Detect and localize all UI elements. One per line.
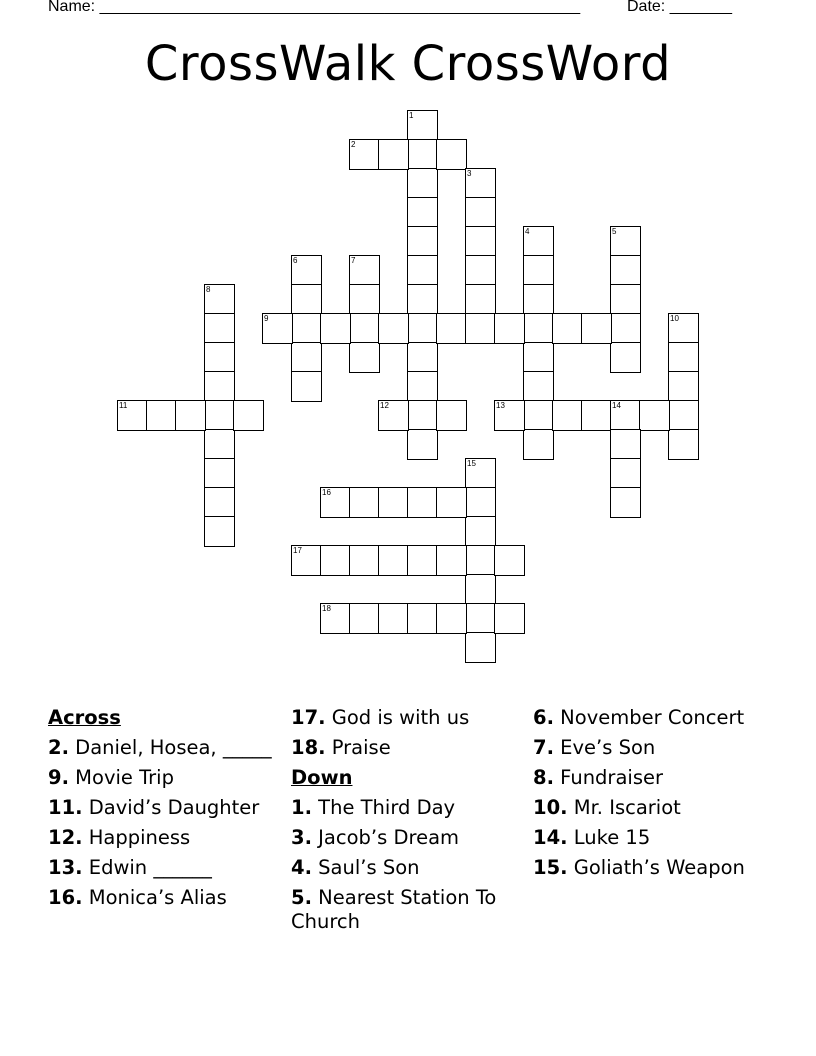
clue-number: 10. — [533, 796, 568, 819]
grid-cell[interactable] — [204, 313, 235, 344]
grid-cell[interactable] — [494, 400, 525, 431]
grid-cell[interactable] — [465, 603, 496, 634]
grid-cell[interactable] — [378, 400, 409, 431]
cell-number: 8 — [206, 285, 211, 294]
grid-cell[interactable] — [523, 342, 554, 373]
grid-cell[interactable] — [349, 545, 380, 576]
clue-number: 6. — [533, 706, 554, 729]
grid-cell[interactable] — [610, 255, 641, 286]
grid-cell[interactable] — [204, 342, 235, 373]
cell-number: 3 — [467, 169, 472, 178]
grid-cell[interactable] — [465, 226, 496, 257]
clue-text: Mr. Iscariot — [567, 796, 681, 819]
cell-number: 12 — [380, 401, 389, 410]
cell-number: 4 — [525, 227, 530, 236]
clue-text: David’s Daughter — [82, 796, 260, 819]
clue-text: November Concert — [553, 706, 745, 729]
grid-cell[interactable] — [668, 400, 699, 431]
grid-cell[interactable] — [291, 371, 322, 402]
down-clue — [291, 823, 521, 853]
across-clue — [291, 733, 521, 763]
grid-cell[interactable] — [378, 545, 409, 576]
grid-cell[interactable] — [407, 168, 438, 199]
cell-number: 2 — [351, 140, 356, 149]
across-clue — [48, 793, 278, 823]
grid-cell[interactable] — [175, 400, 206, 431]
grid-cell[interactable] — [407, 487, 438, 518]
clue-text: God is with us — [325, 706, 470, 729]
clue-number: 18. — [291, 736, 326, 759]
name-field-label: Name: ______________________________________________________ — [48, 0, 581, 15]
down-clue — [291, 853, 521, 883]
grid-cell[interactable] — [465, 632, 496, 663]
clue-number: 12. — [48, 826, 83, 849]
cell-number: 5 — [612, 227, 617, 236]
grid-cell[interactable] — [407, 255, 438, 286]
grid-cell[interactable] — [523, 284, 554, 315]
grid-cell[interactable] — [610, 342, 641, 373]
grid-cell[interactable] — [610, 284, 641, 315]
clue-number: 2. — [48, 736, 69, 759]
grid-cell[interactable] — [407, 284, 438, 315]
grid-cell[interactable] — [436, 545, 467, 576]
cell-number: 6 — [293, 256, 298, 265]
cell-number: 14 — [612, 401, 621, 410]
clue-text: Luke 15 — [567, 826, 651, 849]
clue-number: 17. — [291, 706, 326, 729]
grid-cell[interactable] — [436, 400, 467, 431]
grid-cell[interactable] — [668, 313, 699, 344]
clue-text: The Third Day — [311, 796, 456, 819]
grid-cell[interactable] — [581, 313, 612, 344]
cell-number: 13 — [496, 401, 505, 410]
clue-number: 11. — [48, 796, 83, 819]
grid-cell[interactable] — [204, 371, 235, 402]
grid-cell[interactable] — [349, 255, 380, 286]
grid-cell[interactable] — [523, 429, 554, 460]
grid-cell[interactable] — [378, 313, 409, 344]
grid-cell[interactable] — [465, 313, 496, 344]
grid-cell[interactable] — [407, 400, 438, 431]
down-clue — [291, 793, 521, 823]
clue-number: 7. — [533, 736, 554, 759]
clue-text: Eve’s Son — [553, 736, 656, 759]
grid-cell[interactable] — [523, 255, 554, 286]
clue-number: 14. — [533, 826, 568, 849]
clue-text: Edwin ______ — [82, 856, 212, 879]
grid-cell[interactable] — [349, 313, 380, 344]
grid-cell[interactable] — [320, 313, 351, 344]
across-clue — [48, 763, 278, 793]
clue-number: 9. — [48, 766, 69, 789]
down-clue — [533, 703, 773, 733]
grid-cell[interactable] — [523, 313, 554, 344]
grid-cell[interactable] — [436, 313, 467, 344]
grid-cell[interactable] — [668, 371, 699, 402]
grid-cell[interactable] — [204, 400, 235, 431]
clue-text: Jacob’s Dream — [311, 826, 460, 849]
grid-cell[interactable] — [233, 400, 264, 431]
grid-cell[interactable] — [523, 400, 554, 431]
clue-number: 1. — [291, 796, 312, 819]
grid-cell[interactable] — [465, 255, 496, 286]
grid-cell[interactable] — [349, 139, 380, 170]
across-clue — [48, 733, 278, 763]
grid-cell[interactable] — [407, 139, 438, 170]
down-clue — [533, 823, 773, 853]
across-clue — [48, 853, 278, 883]
grid-cell[interactable] — [204, 429, 235, 460]
down-clue — [533, 733, 773, 763]
clue-column-1 — [48, 703, 278, 913]
grid-cell[interactable] — [291, 284, 322, 315]
cell-number: 9 — [264, 314, 269, 323]
clue-text: Fundraiser — [553, 766, 663, 789]
grid-cell[interactable] — [320, 603, 351, 634]
grid-cell[interactable] — [378, 603, 409, 634]
grid-cell[interactable] — [465, 574, 496, 605]
grid-cell[interactable] — [639, 400, 670, 431]
grid-cell[interactable] — [407, 313, 438, 344]
grid-cell[interactable] — [610, 458, 641, 489]
grid-cell[interactable] — [465, 197, 496, 228]
grid-cell[interactable] — [407, 197, 438, 228]
grid-cell[interactable] — [407, 603, 438, 634]
grid-cell[interactable] — [407, 110, 438, 141]
cell-number: 10 — [670, 314, 679, 323]
grid-cell[interactable] — [407, 545, 438, 576]
grid-cell[interactable] — [204, 516, 235, 547]
grid-cell[interactable] — [291, 545, 322, 576]
cell-number: 17 — [293, 546, 302, 555]
down-clue-list-continued — [533, 703, 773, 883]
grid-cell[interactable] — [465, 458, 496, 489]
grid-cell[interactable] — [262, 313, 293, 344]
clue-number: 13. — [48, 856, 83, 879]
grid-cell[interactable] — [610, 487, 641, 518]
grid-cell[interactable] — [581, 400, 612, 431]
grid-cell[interactable] — [204, 487, 235, 518]
across-clue-list — [48, 733, 278, 913]
grid-cell[interactable] — [610, 226, 641, 257]
grid-cell[interactable] — [204, 284, 235, 315]
grid-cell[interactable] — [349, 487, 380, 518]
grid-cell[interactable] — [407, 371, 438, 402]
grid-cell[interactable] — [465, 168, 496, 199]
clue-text: Nearest Station To Church — [291, 886, 497, 933]
page-title: CrossWalk CrossWord — [144, 36, 672, 92]
grid-cell[interactable] — [610, 429, 641, 460]
grid-cell[interactable] — [494, 545, 525, 576]
grid-cell[interactable] — [349, 342, 380, 373]
grid-cell[interactable] — [407, 342, 438, 373]
clue-number: 16. — [48, 886, 83, 909]
grid-cell[interactable] — [291, 255, 322, 286]
grid-cell[interactable] — [436, 487, 467, 518]
grid-cell[interactable] — [465, 516, 496, 547]
clue-text: Praise — [325, 736, 391, 759]
grid-cell[interactable] — [668, 342, 699, 373]
down-clue — [533, 763, 773, 793]
across-clue-list-continued — [291, 703, 521, 763]
grid-cell[interactable] — [610, 400, 641, 431]
clue-number: 5. — [291, 886, 312, 909]
grid-cell[interactable] — [552, 313, 583, 344]
cell-number: 18 — [322, 604, 331, 613]
grid-cell[interactable] — [349, 284, 380, 315]
clue-text: Monica’s Alias — [82, 886, 227, 909]
clue-number: 4. — [291, 856, 312, 879]
grid-cell[interactable] — [465, 487, 496, 518]
clue-number: 3. — [291, 826, 312, 849]
grid-cell[interactable] — [436, 603, 467, 634]
across-clue — [48, 883, 278, 913]
grid-cell[interactable] — [320, 545, 351, 576]
grid-cell[interactable] — [552, 400, 583, 431]
grid-cell[interactable] — [436, 139, 467, 170]
across-clue — [291, 703, 521, 733]
grid-cell[interactable] — [465, 284, 496, 315]
down-clue — [533, 793, 773, 823]
down-clue — [533, 853, 773, 883]
down-clue — [291, 883, 521, 937]
down-clue-list — [291, 793, 521, 937]
clue-column-3 — [533, 703, 773, 883]
grid-cell[interactable] — [378, 487, 409, 518]
date-field-label: Date: _______ — [627, 0, 732, 15]
across-heading: Across — [48, 706, 121, 729]
grid-cell[interactable] — [378, 139, 409, 170]
clue-column-2 — [291, 703, 521, 937]
grid-cell[interactable] — [668, 429, 699, 460]
grid-cell[interactable] — [494, 603, 525, 634]
clue-number: 8. — [533, 766, 554, 789]
clue-text: Goliath’s Weapon — [567, 856, 745, 879]
grid-cell[interactable] — [349, 603, 380, 634]
clue-number: 15. — [533, 856, 568, 879]
down-heading: Down — [291, 766, 353, 789]
grid-cell[interactable] — [117, 400, 148, 431]
grid-cell[interactable] — [291, 342, 322, 373]
clue-text: Daniel, Hosea, _____ — [68, 736, 272, 759]
grid-cell[interactable] — [465, 545, 496, 576]
clue-text: Happiness — [82, 826, 191, 849]
clue-text: Saul’s Son — [311, 856, 420, 879]
grid-cell[interactable] — [291, 313, 322, 344]
cell-number: 15 — [467, 459, 476, 468]
cell-number: 1 — [409, 111, 414, 120]
grid-cell[interactable] — [407, 226, 438, 257]
grid-cell[interactable] — [146, 400, 177, 431]
clue-text: Movie Trip — [68, 766, 174, 789]
grid-cell[interactable] — [204, 458, 235, 489]
cell-number: 11 — [119, 401, 128, 410]
grid-cell[interactable] — [523, 371, 554, 402]
cell-number: 7 — [351, 256, 356, 265]
grid-cell[interactable] — [407, 429, 438, 460]
cell-number: 16 — [322, 488, 331, 497]
grid-cell[interactable] — [523, 226, 554, 257]
across-clue — [48, 823, 278, 853]
grid-cell[interactable] — [494, 313, 525, 344]
grid-cell[interactable] — [320, 487, 351, 518]
grid-cell[interactable] — [610, 313, 641, 344]
